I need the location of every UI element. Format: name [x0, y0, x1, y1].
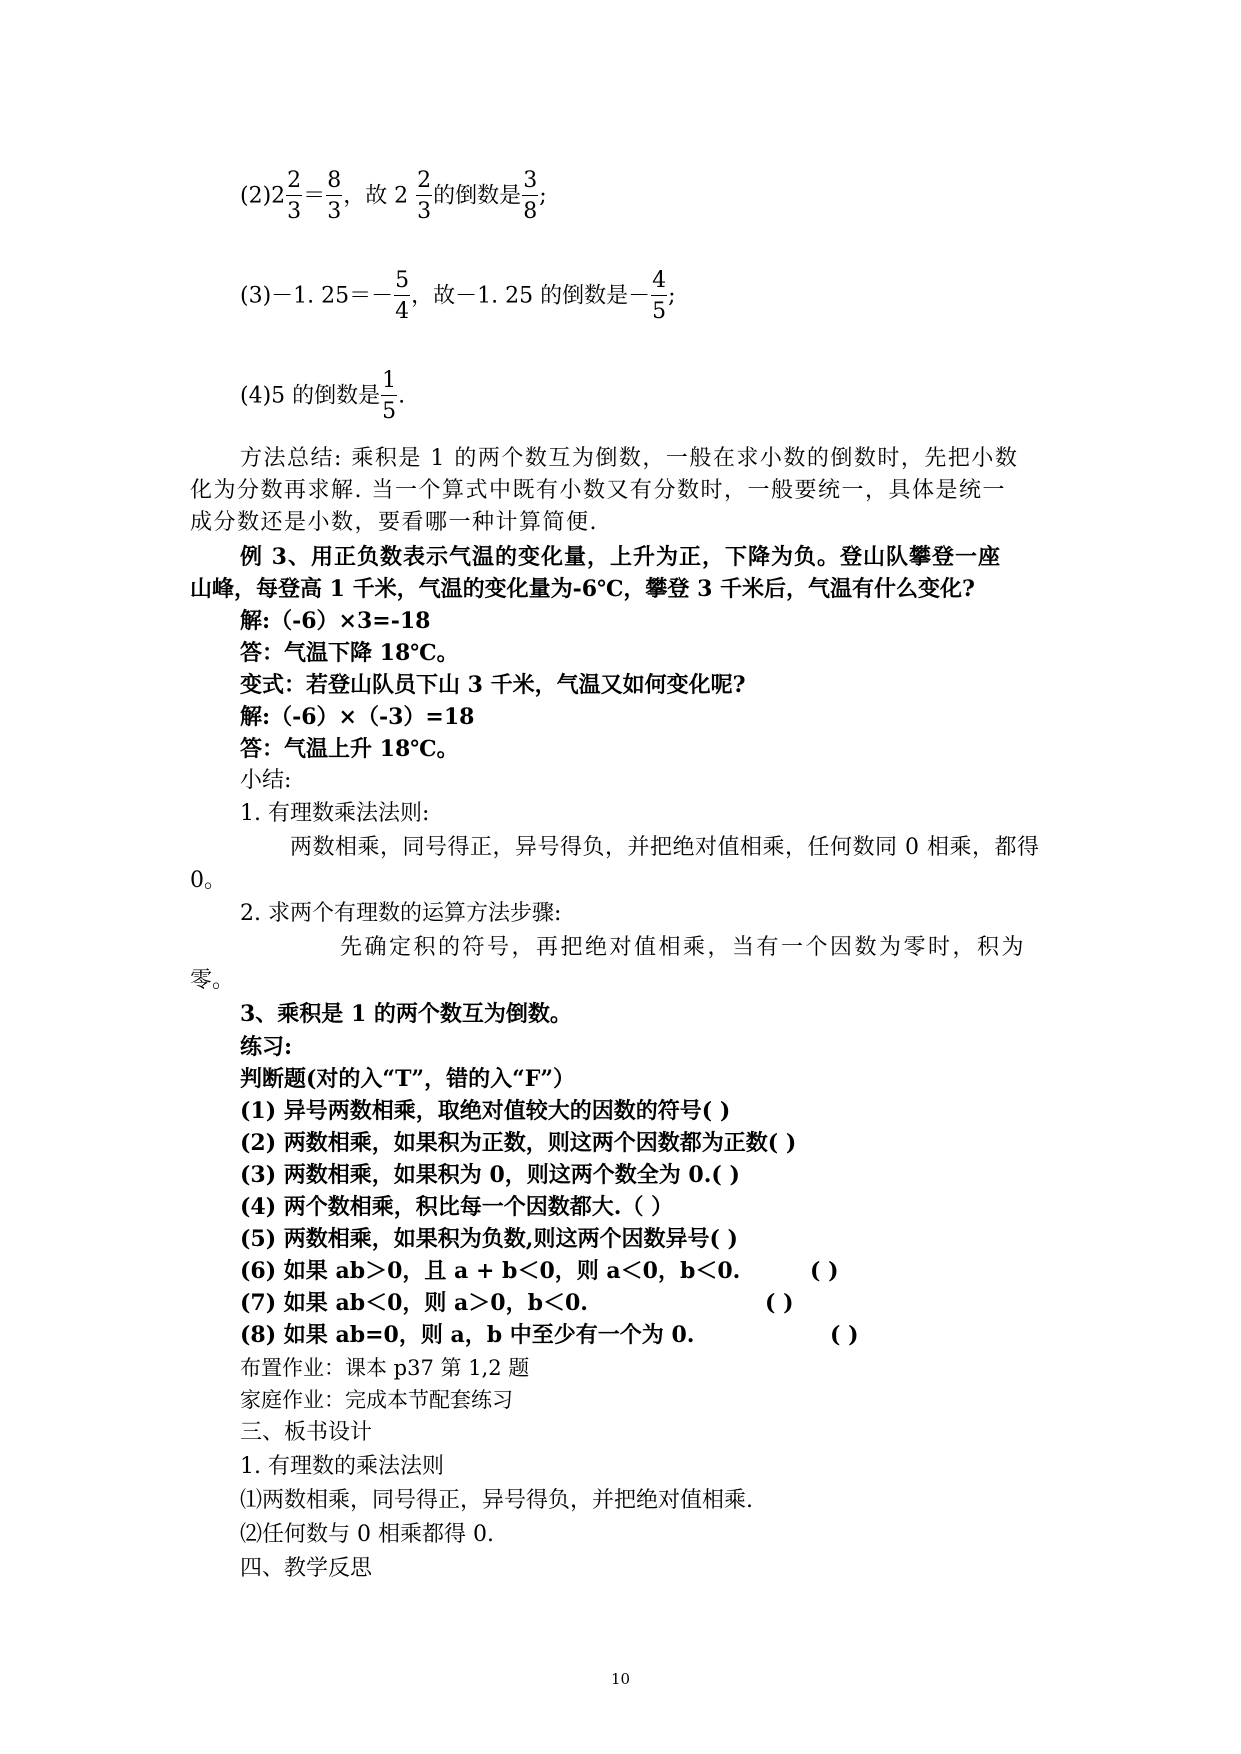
practice-heading: 练习: [240, 1034, 293, 1060]
solution-2: 解:（-6）×（-3）=18 [240, 704, 475, 730]
fraction [651, 270, 667, 323]
board-design-rule-1: ⑴两数相乘，同号得正，异号得负，并把绝对值相乘. [240, 1488, 753, 1513]
eq2-text-d: 的倒数是 [433, 183, 522, 209]
summary-2-rule-end: 零。 [190, 968, 235, 993]
eq4-text-a: (4)5 的倒数是 [240, 383, 381, 409]
fraction-numerator: 4 [651, 270, 667, 296]
board-design-heading: 三、板书设计 [240, 1420, 373, 1445]
method-summary-line-2: 化为分数再求解. 当一个算式中既有小数又有分数时，一般要统一，具体是统一 [190, 478, 1006, 503]
summary-heading: 小结: [240, 768, 292, 793]
fraction-denominator: 3 [417, 199, 432, 224]
fraction-denominator: 8 [523, 199, 538, 224]
eq2-text-e: ; [539, 183, 547, 209]
page-number: 10 [610, 1670, 631, 1688]
answer-2: 答：气温上升 18℃。 [240, 736, 459, 762]
summary-3: 3、乘积是 1 的两个数互为倒数。 [240, 1001, 572, 1027]
eq4-text-b: . [398, 383, 406, 409]
fraction-denominator: 4 [395, 299, 410, 324]
example-3-line-2: 山峰，每登高 1 千米，气温的变化量为-6℃，攀登 3 千米后，气温有什么变化? [190, 576, 975, 602]
fraction [394, 270, 410, 323]
fraction [416, 170, 432, 223]
fraction-numerator: 2 [286, 170, 302, 196]
question-7: (7) 如果 ab＜0，则 a＞0，b＜0. [240, 1290, 588, 1316]
summary-1: 1. 有理数乘法法则: [240, 801, 430, 826]
summary-2-rule: 先确定积的符号，再把绝对值相乘，当有一个因数为零时，积为 [340, 935, 1027, 960]
fraction-denominator: 5 [382, 399, 397, 424]
board-design-1: 1. 有理数的乘法法则 [240, 1454, 444, 1479]
home-practice: 家庭作业：完成本节配套练习 [240, 1388, 513, 1412]
question-2: (2) 两数相乘，如果积为正数，则这两个因数都为正数( ) [240, 1130, 797, 1156]
eq2-text-a: (2)2 [240, 183, 286, 209]
fraction-denominator: 3 [327, 199, 342, 224]
summary-2: 2. 求两个有理数的运算方法步骤: [240, 901, 562, 926]
equation-3 [240, 270, 676, 323]
method-summary-line-3: 成分数还是小数，要看哪一种计算简便. [190, 510, 598, 535]
question-4: (4) 两个数相乘，积比每一个因数都大.（ ） [240, 1194, 674, 1220]
fraction-numerator: 2 [416, 170, 432, 196]
question-6-blank: ( ) [810, 1258, 839, 1284]
fraction [326, 170, 342, 223]
equation-4 [240, 370, 405, 423]
fraction-numerator: 8 [326, 170, 342, 196]
solution-1: 解:（-6）×3=-18 [240, 608, 431, 634]
summary-1-rule: 两数相乘，同号得正，异号得负，并把绝对值相乘，任何数同 0 相乘，都得 [290, 835, 1040, 860]
fraction-numerator: 1 [381, 370, 397, 396]
example-3-line-1: 例 3、用正负数表示气温的变化量，上升为正，下降为负。登山队攀登一座 [240, 544, 1001, 570]
fraction [381, 370, 397, 423]
question-7-blank: ( ) [765, 1290, 794, 1316]
eq3-text-b: ，故－1. 25 的倒数是－ [411, 283, 651, 309]
judge-instructions: 判断题(对的入“T”，错的入“F”） [240, 1066, 576, 1092]
question-6: (6) 如果 ab＞0，且 a + b＜0，则 a＜0，b＜0. [240, 1258, 741, 1284]
eq3-text-a: (3)－1. 25＝－ [240, 283, 394, 309]
fraction-denominator: 3 [287, 199, 302, 224]
eq2-text-c: ，故 2 [343, 183, 416, 209]
fraction-numerator: 3 [522, 170, 538, 196]
equation-2 [240, 170, 547, 223]
method-summary-line-1: 方法总结: 乘积是 1 的两个数互为倒数，一般在求小数的倒数时，先把小数 [240, 446, 1019, 471]
fraction [522, 170, 538, 223]
fraction-denominator: 5 [652, 299, 667, 324]
question-5: (5) 两数相乘，如果积为负数,则这两个因数异号( ) [240, 1226, 738, 1252]
board-design-rule-2: ⑵任何数与 0 相乘都得 0. [240, 1522, 494, 1547]
eq2-text-b: ＝ [303, 183, 326, 209]
question-1: (1) 异号两数相乘，取绝对值较大的因数的符号( ) [240, 1098, 731, 1124]
question-8: (8) 如果 ab=0，则 a，b 中至少有一个为 0. [240, 1322, 695, 1348]
homework-assignment: 布置作业：课本 p37 第 1,2 题 [240, 1356, 530, 1380]
question-3: (3) 两数相乘，如果积为 0，则这两个数全为 0.( ) [240, 1162, 740, 1188]
summary-1-rule-end: 0。 [190, 868, 226, 893]
teaching-reflection-heading: 四、教学反思 [240, 1556, 373, 1581]
variant-question: 变式：若登山队员下山 3 千米，气温又如何变化呢? [240, 672, 746, 698]
fraction [286, 170, 302, 223]
fraction-numerator: 5 [394, 270, 410, 296]
answer-1: 答：气温下降 18℃。 [240, 640, 459, 666]
question-8-blank: ( ) [830, 1322, 859, 1348]
eq3-text-c: ; [668, 283, 676, 309]
